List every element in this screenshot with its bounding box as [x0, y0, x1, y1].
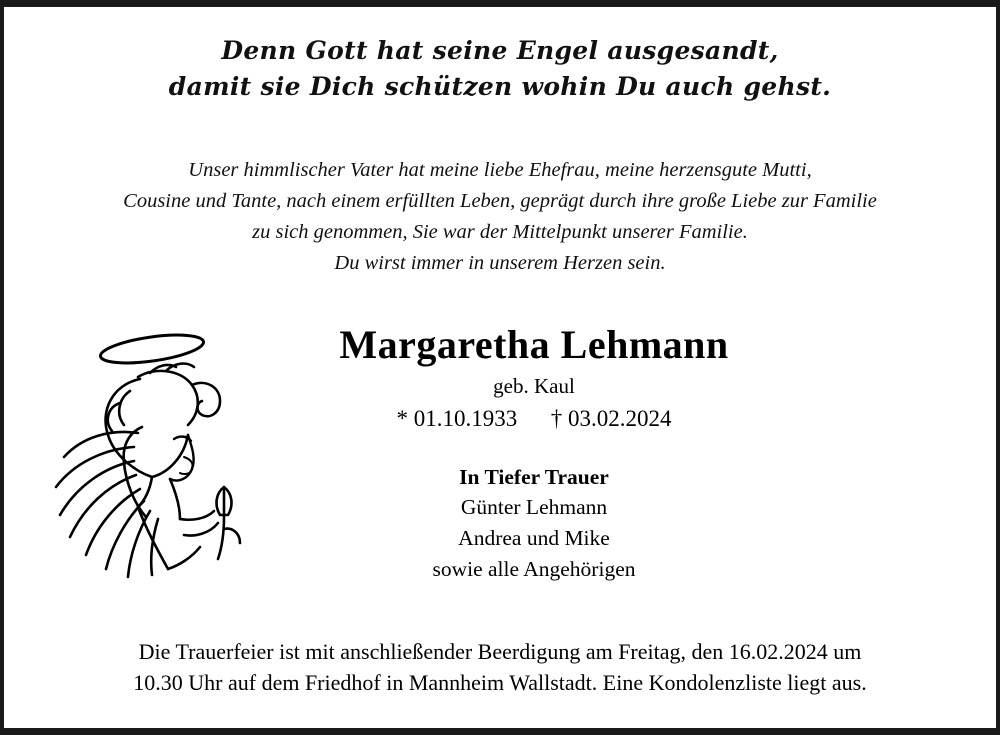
dedication-line-4: Du wirst immer in unserem Herzen sein. [334, 252, 666, 275]
dedication-text [4, 155, 996, 280]
dedication-line-3: zu sich genommen, Sie war der Mittelpunkt unserer Familie. [252, 221, 748, 244]
mourner-name-2: Andrea und Mike [458, 526, 610, 551]
funeral-line-2: 10.30 Uhr auf dem Friedhof in Mannheim Wallstadt. Eine Kondolenzliste liegt aus. [133, 669, 867, 695]
deceased-name: Margaretha Lehmann [339, 322, 729, 367]
praying-angel-icon [34, 307, 284, 597]
dedication-line-2: Cousine und Tante, nach einem erfüllten Leben, geprägt durch ihre große Liebe zur Familie [123, 190, 877, 213]
dedication-line-1: Unser himmlischer Vater hat meine liebe Ehefrau, meine herzensgute Mutti, [188, 159, 812, 181]
life-dates [274, 406, 794, 432]
verse-line-1: Denn Gott hat seine Engel ausgesandt, [221, 36, 779, 65]
deceased-name-block [274, 323, 794, 432]
birth-date: * 01.10.1933 [396, 406, 518, 432]
maiden-name: geb. Kaul [493, 374, 575, 399]
funeral-line-1: Die Trauerfeier ist mit anschließender Beerdigung am Freitag, den 16.02.2024 um [138, 638, 862, 664]
mourner-name-1: Günter Lehmann [460, 495, 608, 520]
funeral-details [4, 636, 996, 698]
death-date: † 03.02.2024 [550, 406, 672, 432]
mourners-block [274, 463, 794, 586]
verse-line-2: damit sie Dich schützen wohin Du auch gehst. [168, 71, 832, 101]
mourner-name-3: sowie alle Angehörigen [432, 557, 636, 582]
memorial-verse [4, 33, 996, 104]
mourning-heading: In Tiefer Trauer [459, 465, 609, 489]
obituary-inner [4, 7, 996, 728]
